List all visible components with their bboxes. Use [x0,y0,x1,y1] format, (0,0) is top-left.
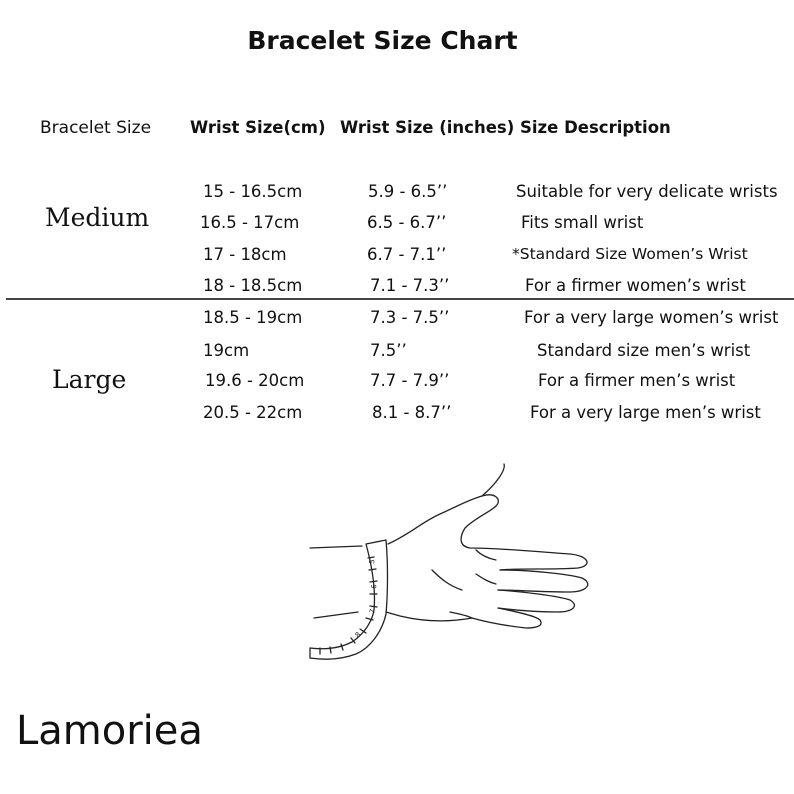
group-label-large: Large [52,365,127,394]
hand-with-measuring-tape-icon [300,462,610,672]
svg-text:8: 8 [353,630,363,640]
svg-text:7: 7 [368,608,378,615]
table-cell-description: For a firmer women’s wrist [525,276,746,295]
table-cell-inches: 7.7 - 7.9’’ [370,371,450,390]
header-wrist-inches: Wrist Size (inches) [340,118,515,137]
table-cell-inches: 7.5’’ [370,341,407,360]
svg-text:6: 6 [370,584,379,590]
header-size-description: Size Description [520,118,671,137]
header-bracelet-size: Bracelet Size [40,118,152,138]
table-cell-cm: 19.6 - 20cm [205,371,305,390]
table-cell-description: For a very large women’s wrist [524,308,779,327]
table-cell-inches: 8.1 - 8.7’’ [372,403,452,422]
table-cell-description: Fits small wrist [521,213,644,232]
table-cell-cm: 20.5 - 22cm [203,403,303,422]
table-cell-inches: 6.7 - 7.1’’ [367,245,447,264]
table-cell-inches: 7.1 - 7.3’’ [370,276,450,295]
table-cell-description: Suitable for very delicate wrists [516,182,778,201]
table-cell-description: Standard size men’s wrist [537,341,751,360]
table-cell-cm: 19cm [203,341,250,360]
group-label-medium: Medium [45,203,150,232]
table-cell-inches: 7.3 - 7.5’’ [370,308,450,327]
table-cell-description: *Standard Size Women’s Wrist [512,245,748,263]
group-divider [6,298,794,300]
header-wrist-cm: Wrist Size(cm) [190,118,326,137]
table-cell-cm: 16.5 - 17cm [200,213,300,232]
table-cell-cm: 18 - 18.5cm [203,276,303,295]
table-cell-inches: 5.9 - 6.5’’ [368,182,448,201]
brand-logo: Lamoriea [16,708,203,754]
table-cell-inches: 6.5 - 6.7’’ [367,213,447,232]
table-cell-cm: 18.5 - 19cm [203,308,303,327]
svg-text:5: 5 [368,559,377,565]
table-cell-description: For a very large men’s wrist [530,403,761,422]
table-cell-cm: 15 - 16.5cm [203,182,303,201]
table-cell-cm: 17 - 18cm [203,245,287,264]
page-title: Bracelet Size Chart [247,26,518,55]
table-cell-description: For a firmer men’s wrist [538,371,736,390]
